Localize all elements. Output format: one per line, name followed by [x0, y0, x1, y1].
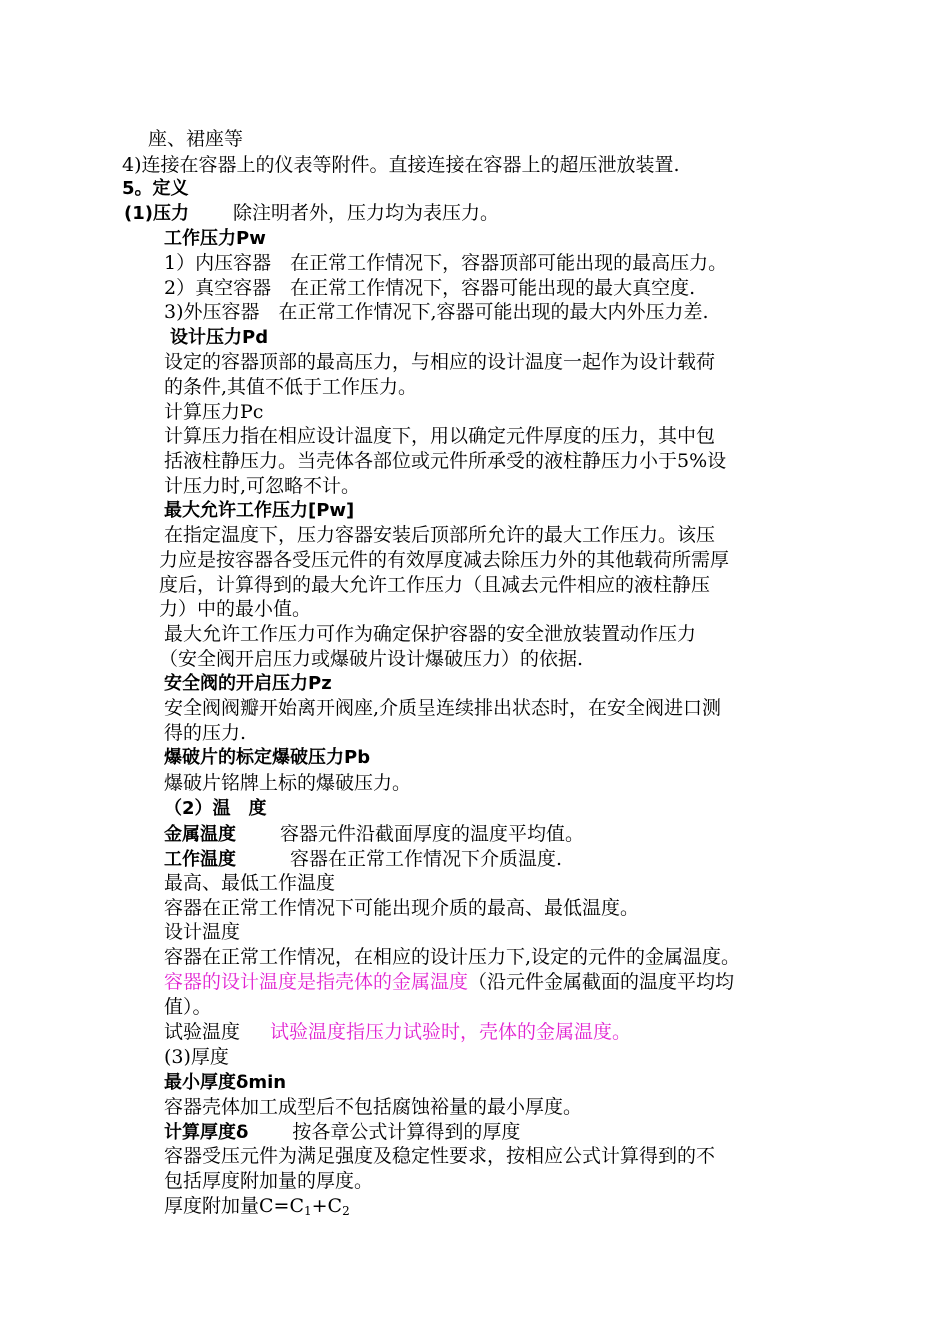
term-heading: 设计压力Pd	[170, 327, 269, 348]
text-line: 2）真空容器 在正常工作情况下，容器可能出现的最大真空度.	[164, 277, 696, 299]
text-span: 试验温度	[164, 1021, 241, 1043]
term-heading: 工作压力Pw	[164, 228, 266, 249]
highlight-text: 试验温度指压力试验时，壳体的金属温度。	[270, 1021, 632, 1043]
term-heading: 计算厚度δ	[164, 1122, 249, 1143]
text-line: 包括厚度附加量的厚度。	[164, 1170, 374, 1192]
text-span: （沿元件金属截面的温度平均均	[468, 971, 735, 993]
subscript: 1	[304, 1204, 312, 1218]
text-span: +C	[311, 1195, 343, 1217]
term-line	[164, 1119, 520, 1146]
subsection-pressure	[124, 200, 499, 227]
text-line: 最高、最低工作温度	[164, 872, 336, 894]
text-line: 计压力时,可忽略不计。	[164, 475, 361, 497]
text-line: 括液柱静压力。当壳体各部位或元件所承受的液柱静压力小于5%设	[164, 450, 727, 472]
term-heading: 最小厚度δmin	[164, 1072, 287, 1093]
text-line: 1）内压容器 在正常工作情况下，容器顶部可能出现的最高压力。	[164, 252, 728, 274]
text-line: （安全阀开启压力或爆破片设计爆破压力）的依据.	[159, 648, 584, 670]
section-heading: 5。定义	[122, 178, 189, 199]
formula-line	[164, 1193, 350, 1219]
text-line: 容器受压元件为满足强度及稳定性要求，按相应公式计算得到的不	[164, 1145, 716, 1167]
term-heading: 金属温度	[164, 824, 236, 845]
subscript: 2	[342, 1204, 350, 1218]
term-heading: 安全阀的开启压力Pz	[164, 673, 332, 694]
text-line: 座、裙座等	[148, 128, 244, 150]
text-line: (3)厚度	[164, 1046, 229, 1068]
term-heading: 工作温度	[164, 849, 236, 870]
text-line: 计算压力Pc	[164, 401, 264, 423]
text-line: 最大允许工作压力可作为确定保护容器的安全泄放装置动作压力	[164, 623, 697, 645]
text-line: 容器在正常工作情况下可能出现介质的最高、最低温度。	[164, 897, 640, 919]
text-line: 得的压力.	[164, 722, 247, 744]
text-line: 值）。	[164, 996, 212, 1018]
text-line: 设计温度	[164, 921, 241, 943]
text-span: 容器在正常工作情况下介质温度.	[290, 848, 563, 870]
text-line: 容器在正常工作情况，在相应的设计压力下,设定的元件的金属温度。	[164, 946, 741, 968]
text-line: 度后，计算得到的最大允许工作压力（且减去元件相应的液柱静压	[159, 574, 711, 596]
term-line	[164, 846, 562, 873]
term-line	[164, 821, 584, 848]
text-span: 容器元件沿截面厚度的温度平均值。	[280, 823, 585, 845]
text-span: 按各章公式计算得到的厚度	[292, 1121, 521, 1143]
subsection-heading: (1)压力	[124, 203, 189, 224]
text-line: 计算压力指在相应设计温度下，用以确定元件厚度的压力，其中包	[164, 425, 716, 447]
term-heading: 爆破片的标定爆破压力Pb	[164, 747, 371, 768]
text-line: 力）中的最小值。	[159, 598, 312, 620]
text-line: 的条件,其值不低于工作压力。	[164, 376, 418, 398]
text-line: 力应是按容器各受压元件的有效厚度减去除压力外的其他载荷所需厚	[159, 549, 730, 571]
text-line: 安全阀阀瓣开始离开阀座,介质呈连续排出状态时，在安全阀进口测	[164, 697, 722, 719]
subsection-heading: （2）温 度	[164, 798, 267, 819]
text-line	[164, 969, 734, 995]
text-span: 厚度附加量C=C	[164, 1195, 304, 1217]
text-line: 3)外压容器 在正常工作情况下,容器可能出现的最大内外压力差.	[164, 301, 709, 323]
term-heading: 最大允许工作压力[Pw]	[164, 500, 355, 521]
text-line: 容器壳体加工成型后不包括腐蚀裕量的最小厚度。	[164, 1096, 583, 1118]
term-line	[164, 1019, 631, 1045]
highlight-text: 容器的设计温度是指壳体的金属温度	[164, 971, 469, 993]
text-line: 爆破片铭牌上标的爆破压力。	[164, 772, 412, 794]
text-line: 4)连接在容器上的仪表等附件。直接连接在容器上的超压泄放装置.	[122, 154, 680, 176]
text-span: 除注明者外，压力均为表压力。	[232, 202, 499, 224]
text-line: 设定的容器顶部的最高压力，与相应的设计温度一起作为设计载荷	[164, 351, 716, 373]
text-line: 在指定温度下，压力容器安装后顶部所允许的最大工作压力。该压	[164, 524, 716, 546]
